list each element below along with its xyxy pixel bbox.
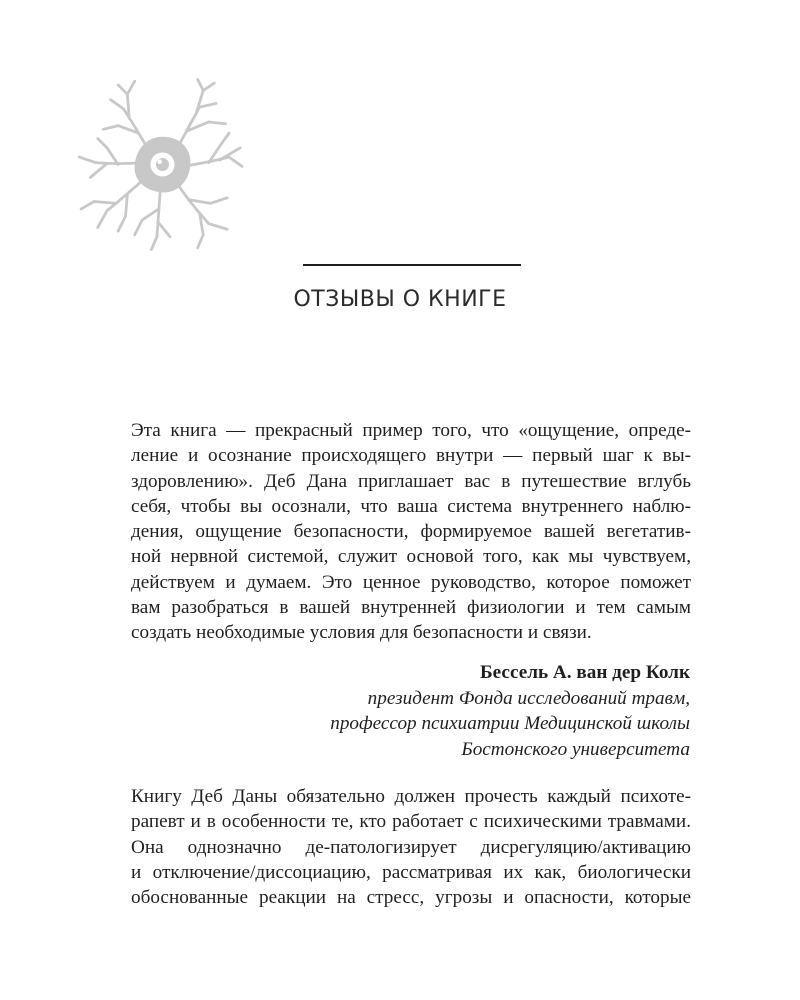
text-line: Эта книга — прекрасный пример того, что «ощущение, опреде- xyxy=(131,420,691,441)
text-line: рапевт и в особенности те, кто работает с психическими травмами. xyxy=(131,811,691,833)
review-paragraph xyxy=(131,784,691,910)
text-line: обоснованные реакции на стресс, угрозы и опасности, которые xyxy=(131,887,691,909)
text-line: дения, ощущение безопасности, формируемое вашей вегетатив- xyxy=(131,521,691,543)
text-line: здоровлению». Деб Дана приглашает вас в путешествие вглубь xyxy=(131,470,691,492)
text-line: действуем и думаем. Это ценное руководство, которое поможет xyxy=(131,571,691,593)
neuron-icon xyxy=(70,72,255,257)
text-line: ной нервной системой, служит основой того, как мы чувствуем, xyxy=(131,546,691,568)
text-line: Она однозначно де-патологизирует дисрегуляцию/активацию xyxy=(131,836,691,858)
author-role: Бостонского университета xyxy=(461,738,690,760)
text-line: создать необходимые условия для безопасности и связи. xyxy=(131,622,592,644)
text-line: Книгу Деб Даны обязательно должен прочесть каждый психоте- xyxy=(131,786,691,807)
chapter-title: ОТЗЫВЫ О КНИГЕ xyxy=(293,287,507,312)
title-rule xyxy=(303,264,521,266)
author-name: Бессель А. ван дер Колк xyxy=(480,662,690,683)
text-line: ление и осознание происходящего внутри — первый шаг к вы- xyxy=(131,445,691,467)
text-line: вам разобраться в вашей внутренней физиологии и тем самым xyxy=(131,597,691,619)
text-line: себя, чтобы вы осознали, что ваша система внутреннего наблю- xyxy=(131,495,691,517)
author-role: президент Фонда исследований травм, xyxy=(367,687,690,709)
text-line: и отключение/диссоциацию, рассматривая их как, биологически xyxy=(131,861,691,883)
review-paragraph xyxy=(131,418,691,646)
review-attribution xyxy=(330,660,690,762)
author-role: профессор психиатрии Медицинской школы xyxy=(330,713,690,734)
